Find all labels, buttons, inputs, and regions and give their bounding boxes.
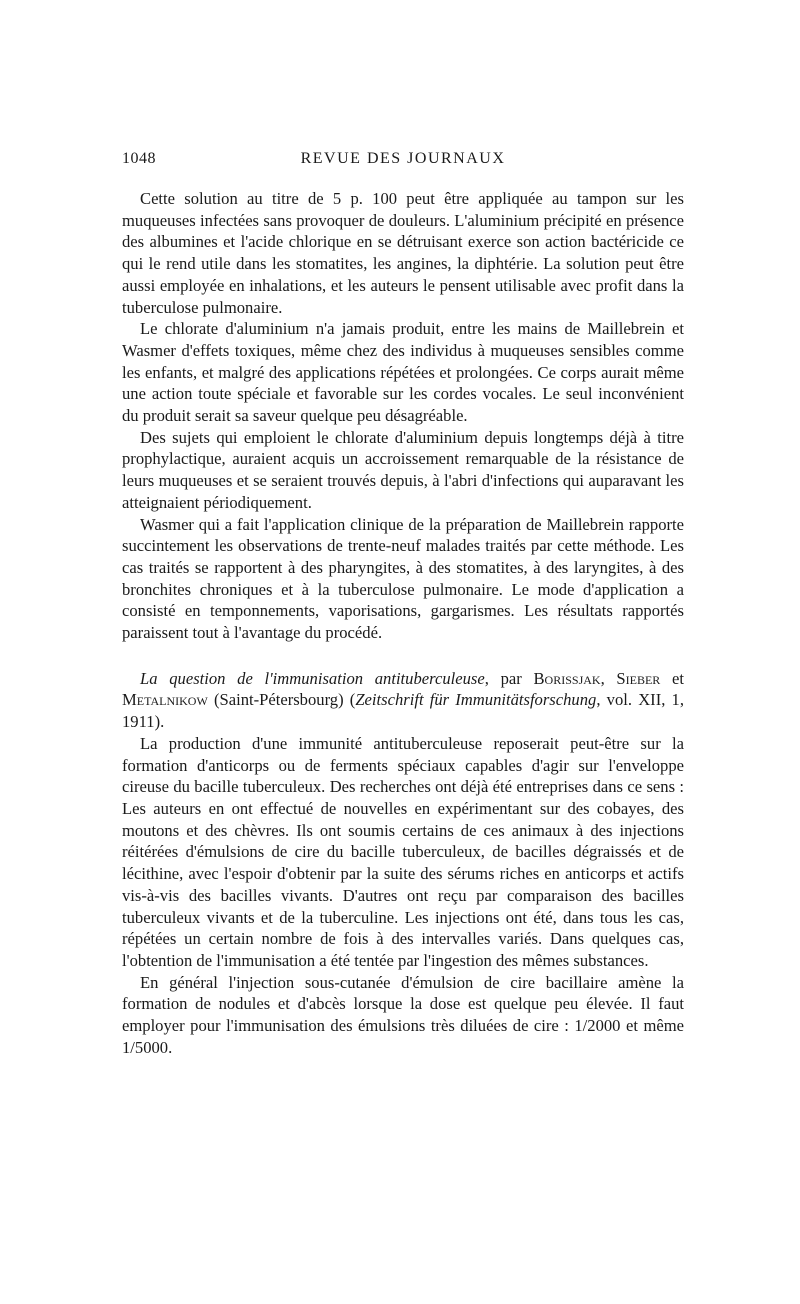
paragraph: Cette solution au titre de 5 p. 100 peut être appliquée au tampon sur les muqueuses infectées sans provoquer de douleurs. L'aluminium précipité en présence des albumines et l'acide chlorique en se détruisant exerce son action bactéricide ce qui le rend utile dans les stomatites, les angines, la diphtérie. La solution peut être aussi employée en inhalations, et les auteurs le pensent utilisable avec profit dans la tuberculose pulmonaire.	[122, 189, 684, 317]
paragraph: En général l'injection sous-cutanée d'émulsion de cire bacillaire amène la formation de nodules et d'abcès lorsque la dose est quelque peu élevée. Il faut employer pour l'immunisation des émulsions très diluées de cire : 1/2000 et même 1/5000.	[122, 972, 684, 1057]
article-title: La question de l'immunisation antituberculeuse	[140, 668, 485, 688]
article-author-2: Metalnikow	[122, 690, 208, 710]
page-body	[122, 188, 684, 1058]
page-header	[122, 150, 684, 174]
title-par: , par	[484, 668, 534, 688]
paragraph: Des sujets qui emploient le chlorate d'aluminium depuis longtemps déjà à titre prophylactique, auraient acquis un accroissement remarquable de la résistance de leurs muqueuses et se seraient trouvés depuis, à l'abri d'infections qui auparavant les atteignaient périodiquement.	[122, 427, 684, 512]
section-chlorate-aluminium	[122, 188, 684, 644]
article-authors: Borissjak, Sieber	[533, 668, 661, 688]
article-city: (Saint-Pétersbourg) (	[207, 690, 356, 710]
paragraph: Le chlorate d'aluminium n'a jamais produit, entre les mains de Maillebrein et Wasmer d'effets toxiques, même chez des individus à muqueuses sensibles comme les enfants, et malgré des applications répétées et prolongées. Ce corps aurait même une action toute spéciale et favorable sur les cordes vocales. Le seul inconvénient du produit serait sa saveur quelque peu désagréable.	[122, 319, 684, 426]
article-heading	[122, 668, 684, 733]
journal-name: Zeitschrift für Immunitätsforschung	[355, 690, 597, 710]
citation: , vol. XII, 1, 1911).	[122, 690, 684, 732]
running-title: REVUE DES JOURNAUX	[300, 150, 506, 167]
section-immunisation-antituberculeuse	[122, 668, 684, 1059]
page-number: 1048	[122, 150, 156, 167]
paragraph: La production d'une immunité antituberculeuse reposerait peut-être sur la formation d'anticorps ou de ferments spéciaux capables d'agir sur l'enveloppe cireuse du bacille tuberculeux. Des recherches ont déjà été entreprises dans ce sens : Les auteurs en ont effectué de nouvelles en expérimentant sur des cobayes, des moutons et des chèvres. Ils ont soumis certains de ces animaux à des injections réitérées d'émulsions de cire du bacille tuberculeux, de bacilles dégraissés et de lécithine, avec l'espoir d'obtenir par la suite des sérums riches en anticorps et actifs vis-à-vis des bacilles vivants. D'autres ont reçu par comparaison des bacilles tuberculeux vivants et de la tuberculine. Les injections ont été, dans tous les cas, répétées un certain nombre de fois à des intervalles variés. Dans quelques cas, l'obtention de l'immunisation a été tentée par l'ingestion des mêmes substances.	[122, 733, 684, 970]
title-et: et	[660, 668, 684, 688]
paragraph: Wasmer qui a fait l'application clinique de la préparation de Maillebrein rapporte succintement les observations de trente-neuf malades traités par cette méthode. Les cas traités se rapportent à des pharyngites, à des stomatites, à des laryngites, à des bronchites chroniques et à la tuberculose pulmonaire. Le mode d'application a consisté en temponnements, vaporisations, gargarismes. Les résultats rapportés paraissent tout à l'avantage du procédé.	[122, 514, 684, 643]
